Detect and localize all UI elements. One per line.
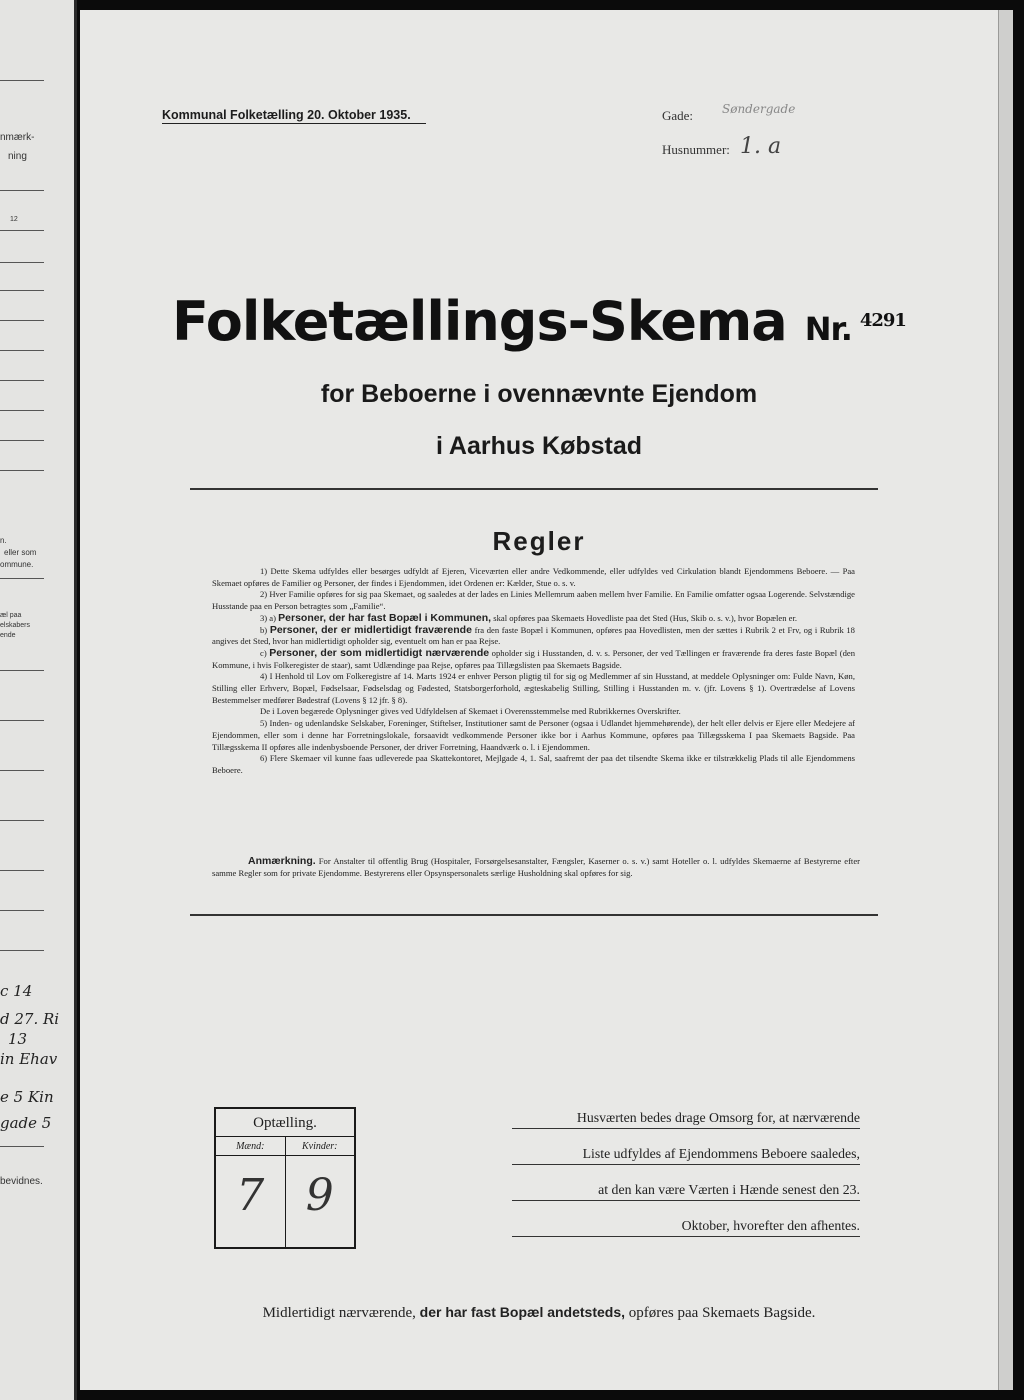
rule-text: opholder sig i Husstanden, d. v. s. Personer, der ved Tællingen er fraværende fra deres faste Bopæl (den Kommune, i hvis Folkeregister de staar), samt Udlændinge paa Rejse, opføres paa Tillægslisten paa Skemaets Bagside. [212,647,855,670]
footer-emphasis: der har fast Bopæl andetsteds, [419,1304,626,1320]
tally-men-label: Mænd: [216,1137,285,1156]
form-title [80,290,998,353]
fragment-text: ende [0,632,16,639]
rules-heading: Regler [492,526,586,556]
notice-line: Liste udfyldes af Ejendommens Beboere saaledes, [512,1144,860,1165]
census-form-page [80,10,998,1390]
form-title-text: Folketællings-Skema [172,290,787,353]
house-number-label: Husnummer: [662,142,730,157]
form-location: i Aarhus Købstad [435,432,643,460]
handwritten-entry: c 14 [0,982,33,1000]
remark [212,856,860,879]
rule-line [0,80,44,81]
rule-paragraph: 6) Flere Skemaer vil kunne faas udleverede paa Skattekontoret, Mejlgade 4, 1. Sal, saafremt der paa det tilsendte Skema ikke er tilstrækkelig Plads til alle Ejendommens Beboere. [212,753,855,775]
rule-line [0,262,44,263]
rule-line [0,870,44,871]
rule-line [0,190,44,191]
notice-line: at den kan være Værten i Hænde senest den 23. [512,1180,860,1201]
landlord-notice [512,1108,860,1252]
rule-line [0,410,44,411]
form-number-label: Nr. [804,310,852,348]
tally-women-value: 9 [305,1170,334,1221]
rule-line [0,720,44,721]
fragment-text: 12 [10,216,18,223]
census-date-line: Kommunal Folketælling 20. Oktober 1935. [162,108,426,124]
divider [190,914,878,916]
fragment-text: æl paa [0,612,22,619]
rule-number: b) [260,624,268,635]
notice-line: Oktober, hvorefter den afhentes. [512,1216,860,1237]
tally-title: Optælling. [216,1109,354,1137]
rule-line [0,910,44,911]
rule-line [0,470,44,471]
page-stack-edge [998,10,1013,1390]
fragment-text: bevidnes. [0,1176,43,1187]
rule-line [0,770,44,771]
rule-paragraph: De i Loven begærede Oplysninger gives ved Udfyldelsen af Skemaet i Overensstemmelse med Rubrikkernes Overskrifter. [260,706,681,717]
handwritten-entry: in Ehav [0,1050,58,1068]
fragment-text: ommune. [0,560,34,569]
rule-line [0,290,44,291]
tally-box [214,1107,356,1249]
footer-text: opføres paa Skemaets Bagside. [628,1305,816,1321]
rule-paragraph: 5) Inden- og udenlandske Selskaber, Foreninger, Stiftelser, Institutioner samt de Personer (ogsaa i Udlandet hjemmehørende), der helt eller delvis er Ejere eller Medejere af Ejendommen, eller som i denne har Forretningslokale, forsaavidt vedkommende Personer ikke bor i Aarhus Kommune, opføres paa Tillægsskema I paa Skemaets Bagside. Paa Tillægsskema II opføres alle indenbysboende Personer, der driver Forretning, Haandværk o. l. i Ejendommen. [212,718,855,752]
handwritten-entry: 13 [8,1030,28,1048]
rule-paragraph: 1) Dette Skema udfyldes eller besørges udfyldt af Ejeren, Viceværten eller andre Vedkommende, eller udfyldes ved Cirkulation blandt Ejendommens Beboere. — Paa Skemaet opføres de Familier og Personer, der findes i Ejendommen, idet Ordenen er: Kælder, Stue o. s. v. [212,566,855,588]
previous-page-edge [0,0,77,1400]
fragment-text: eller som [4,548,37,557]
fragment-text: elskabers [0,622,30,629]
rule-emphasis: Personer, der har fast Bopæl i Kommunen, [278,611,492,624]
rule-line [0,820,44,821]
notice-line: Husværten bedes drage Omsorg for, at nærværende [512,1108,860,1129]
remark-lead: Anmærkning. [248,855,316,867]
remark-text: For Anstalter til offentlig Brug (Hospitaler, Forsørgelsesanstalter, Fængsler, Kaserner o. s. v.) samt Hoteller o. l. udfyldes Skemaerne af Bestyrerne efter samme Regler som for private Ejendomme. Bestyrerens eller Opsynspersonalets særlige Husholdning skal opføres for sig. [212,856,860,878]
rule-line [0,320,44,321]
handwritten-entry: d 27. Ri [0,1010,60,1028]
rule-line [0,350,44,351]
rule-text: skal opføres paa Skemaets Hovedliste paa det Sted (Hus, Skib o. s. v.), hvor Bopælen er. [493,612,798,623]
rule-number: 3) a) [260,612,276,623]
rule-emphasis: Personer, der er midlertidigt fraværende [269,623,472,636]
rule-paragraph: 4) I Henhold til Lov om Folkeregistre af 14. Marts 1924 er enhver Person pligtig til for sig og Medlemmer af sin Husstand, at meddele Oplysninger om: Fulde Navn, Køn, Stilling eller Erhverv, Bopæl, Fødselsaar, Fødselsdag og Fødested, Statsborgerforhold, ægteskabelig Stilling, Stilling i Husstanden m. v. (jfr. Lovens § 1). Overtrædelse af Lovens Bestemmelser medfører Bødestraf (Lovens § 12 jfr. § 8). [212,671,855,705]
rule-line [0,1146,44,1147]
rule-line [0,950,44,951]
form-subtitle: for Beboerne i ovennævnte Ejendom [320,380,758,408]
tally-men-column [216,1137,285,1248]
tally-men-value: 7 [236,1170,265,1221]
form-number-value: 4291 [859,310,906,331]
handwritten-entry: e 5 Kin [0,1088,54,1106]
footer-text: Midlertidigt nærværende, [262,1305,416,1321]
divider [190,488,878,490]
handwritten-entry: gade 5 [0,1114,52,1132]
house-number-value: 1. a [740,134,782,159]
footer-note [80,1304,998,1322]
rule-paragraph: 2) Hver Familie opføres for sig paa Skemaet, og saaledes at der lades en Linies Mellemrum aaben mellem hver Familie. En Familie omfatter ogsaa Logerende. Selvstændige Husstande paa en Person betragtes som „Familie“. [212,589,855,612]
rules-body [212,566,855,777]
street-value: Søndergade [722,102,796,116]
fragment-text: n. [0,536,7,545]
rule-line [0,440,44,441]
tally-women-label: Kvinder: [286,1137,355,1156]
rule-number: c) [260,647,267,658]
rule-line [0,380,44,381]
rule-line [0,670,44,671]
rule-paragraph [212,625,855,648]
street-label: Gade: [662,108,694,123]
rule-paragraph [212,648,855,671]
fragment-text: ning [8,151,27,162]
rule-line [0,230,44,231]
rule-emphasis: Personer, der som midlertidigt nærværende [269,646,490,659]
rule-text: fra den faste Bopæl i Kommunen, opføres paa Hovedlisten, men der sættes i Rubrik 2 et Frv, og i Rubrik 18 angives det Sted, hvor han midlertidigt opholder sig, eventuelt om han er paa Rejse. [212,624,855,647]
fragment-text: nmærk- [0,132,35,143]
tally-women-column [285,1137,355,1248]
rule-line [0,578,44,579]
